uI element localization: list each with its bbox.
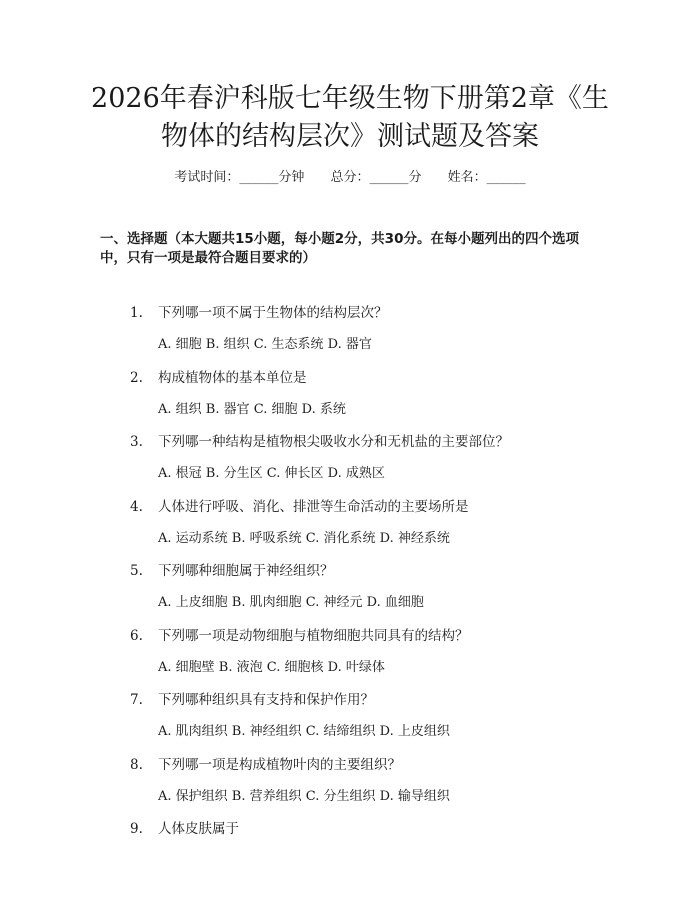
- student-name-field: 姓名：______: [447, 170, 526, 185]
- question-item: [0, 304, 700, 369]
- question-list: [0, 304, 700, 885]
- question-text: 人体进行呼吸、消化、排泄等生命活动的主要场所是: [158, 498, 469, 515]
- question-text: 下列哪种细胞属于神经组织？: [158, 563, 334, 579]
- question-item: [0, 691, 700, 756]
- section-heading: 一、选择题（本大题共15小题，每小题2分，共30分。在每小题列出的四个选项中，只有一项是最符合题目要求的）: [100, 231, 579, 266]
- question-options: A. 肌肉组织 B. 神经组织 C. 结缔组织 D. 上皮组织: [158, 724, 450, 739]
- question-item: [0, 820, 700, 885]
- question-number: 9.: [130, 821, 143, 837]
- question-options: A. 运动系统 B. 呼吸系统 C. 消化系统 D. 神经系统: [158, 530, 450, 546]
- question-options: A. 根冠 B. 分生区 C. 伸长区 D. 成熟区: [158, 466, 385, 481]
- question-text: 构成植物体的基本单位是: [158, 369, 307, 386]
- question-item: [0, 627, 700, 692]
- question-number: 7.: [130, 692, 143, 708]
- document-title: 2026年春沪科版七年级生物下册第2章《生物体的结构层次》测试题及答案: [91, 83, 609, 152]
- question-number: 8.: [130, 756, 143, 773]
- question-options: A. 组织 B. 器官 C. 细胞 D. 系统: [158, 401, 346, 417]
- question-number: 1.: [130, 305, 143, 321]
- question-number: 3.: [130, 434, 143, 450]
- question-number: 2.: [130, 369, 143, 386]
- question-text: 下列哪种组织具有支持和保护作用？: [158, 692, 374, 708]
- question-item: [0, 369, 700, 434]
- question-text: 下列哪一项不属于生物体的结构层次？: [158, 305, 388, 321]
- question-options: A. 细胞 B. 组织 C. 生态系统 D. 器官: [158, 337, 372, 352]
- question-item: [0, 433, 700, 498]
- question-text: 下列哪一种结构是植物根尖吸收水分和无机盐的主要部位？: [158, 434, 509, 450]
- total-score-field: 总分：______分: [330, 170, 422, 185]
- question-options: A. 上皮细胞 B. 肌肉细胞 C. 神经元 D. 血细胞: [158, 595, 424, 610]
- question-number: 4.: [130, 498, 143, 515]
- question-number: 6.: [130, 627, 143, 644]
- exam-time-field: 考试时间：______分钟: [174, 170, 305, 185]
- question-text: 下列哪一项是构成植物叶肉的主要组织？: [158, 756, 401, 773]
- question-item: [0, 562, 700, 627]
- question-text: 下列哪一项是动物细胞与植物细胞共同具有的结构？: [158, 627, 469, 644]
- question-options: A. 保护组织 B. 营养组织 C. 分生组织 D. 输导组织: [158, 788, 450, 804]
- exam-info-line: [0, 168, 700, 188]
- question-item: [0, 756, 700, 821]
- question-number: 5.: [130, 563, 143, 579]
- question-options: A. 细胞壁 B. 液泡 C. 细胞核 D. 叶绿体: [158, 659, 385, 675]
- question-item: [0, 498, 700, 563]
- question-text: 人体皮肤属于: [158, 821, 239, 837]
